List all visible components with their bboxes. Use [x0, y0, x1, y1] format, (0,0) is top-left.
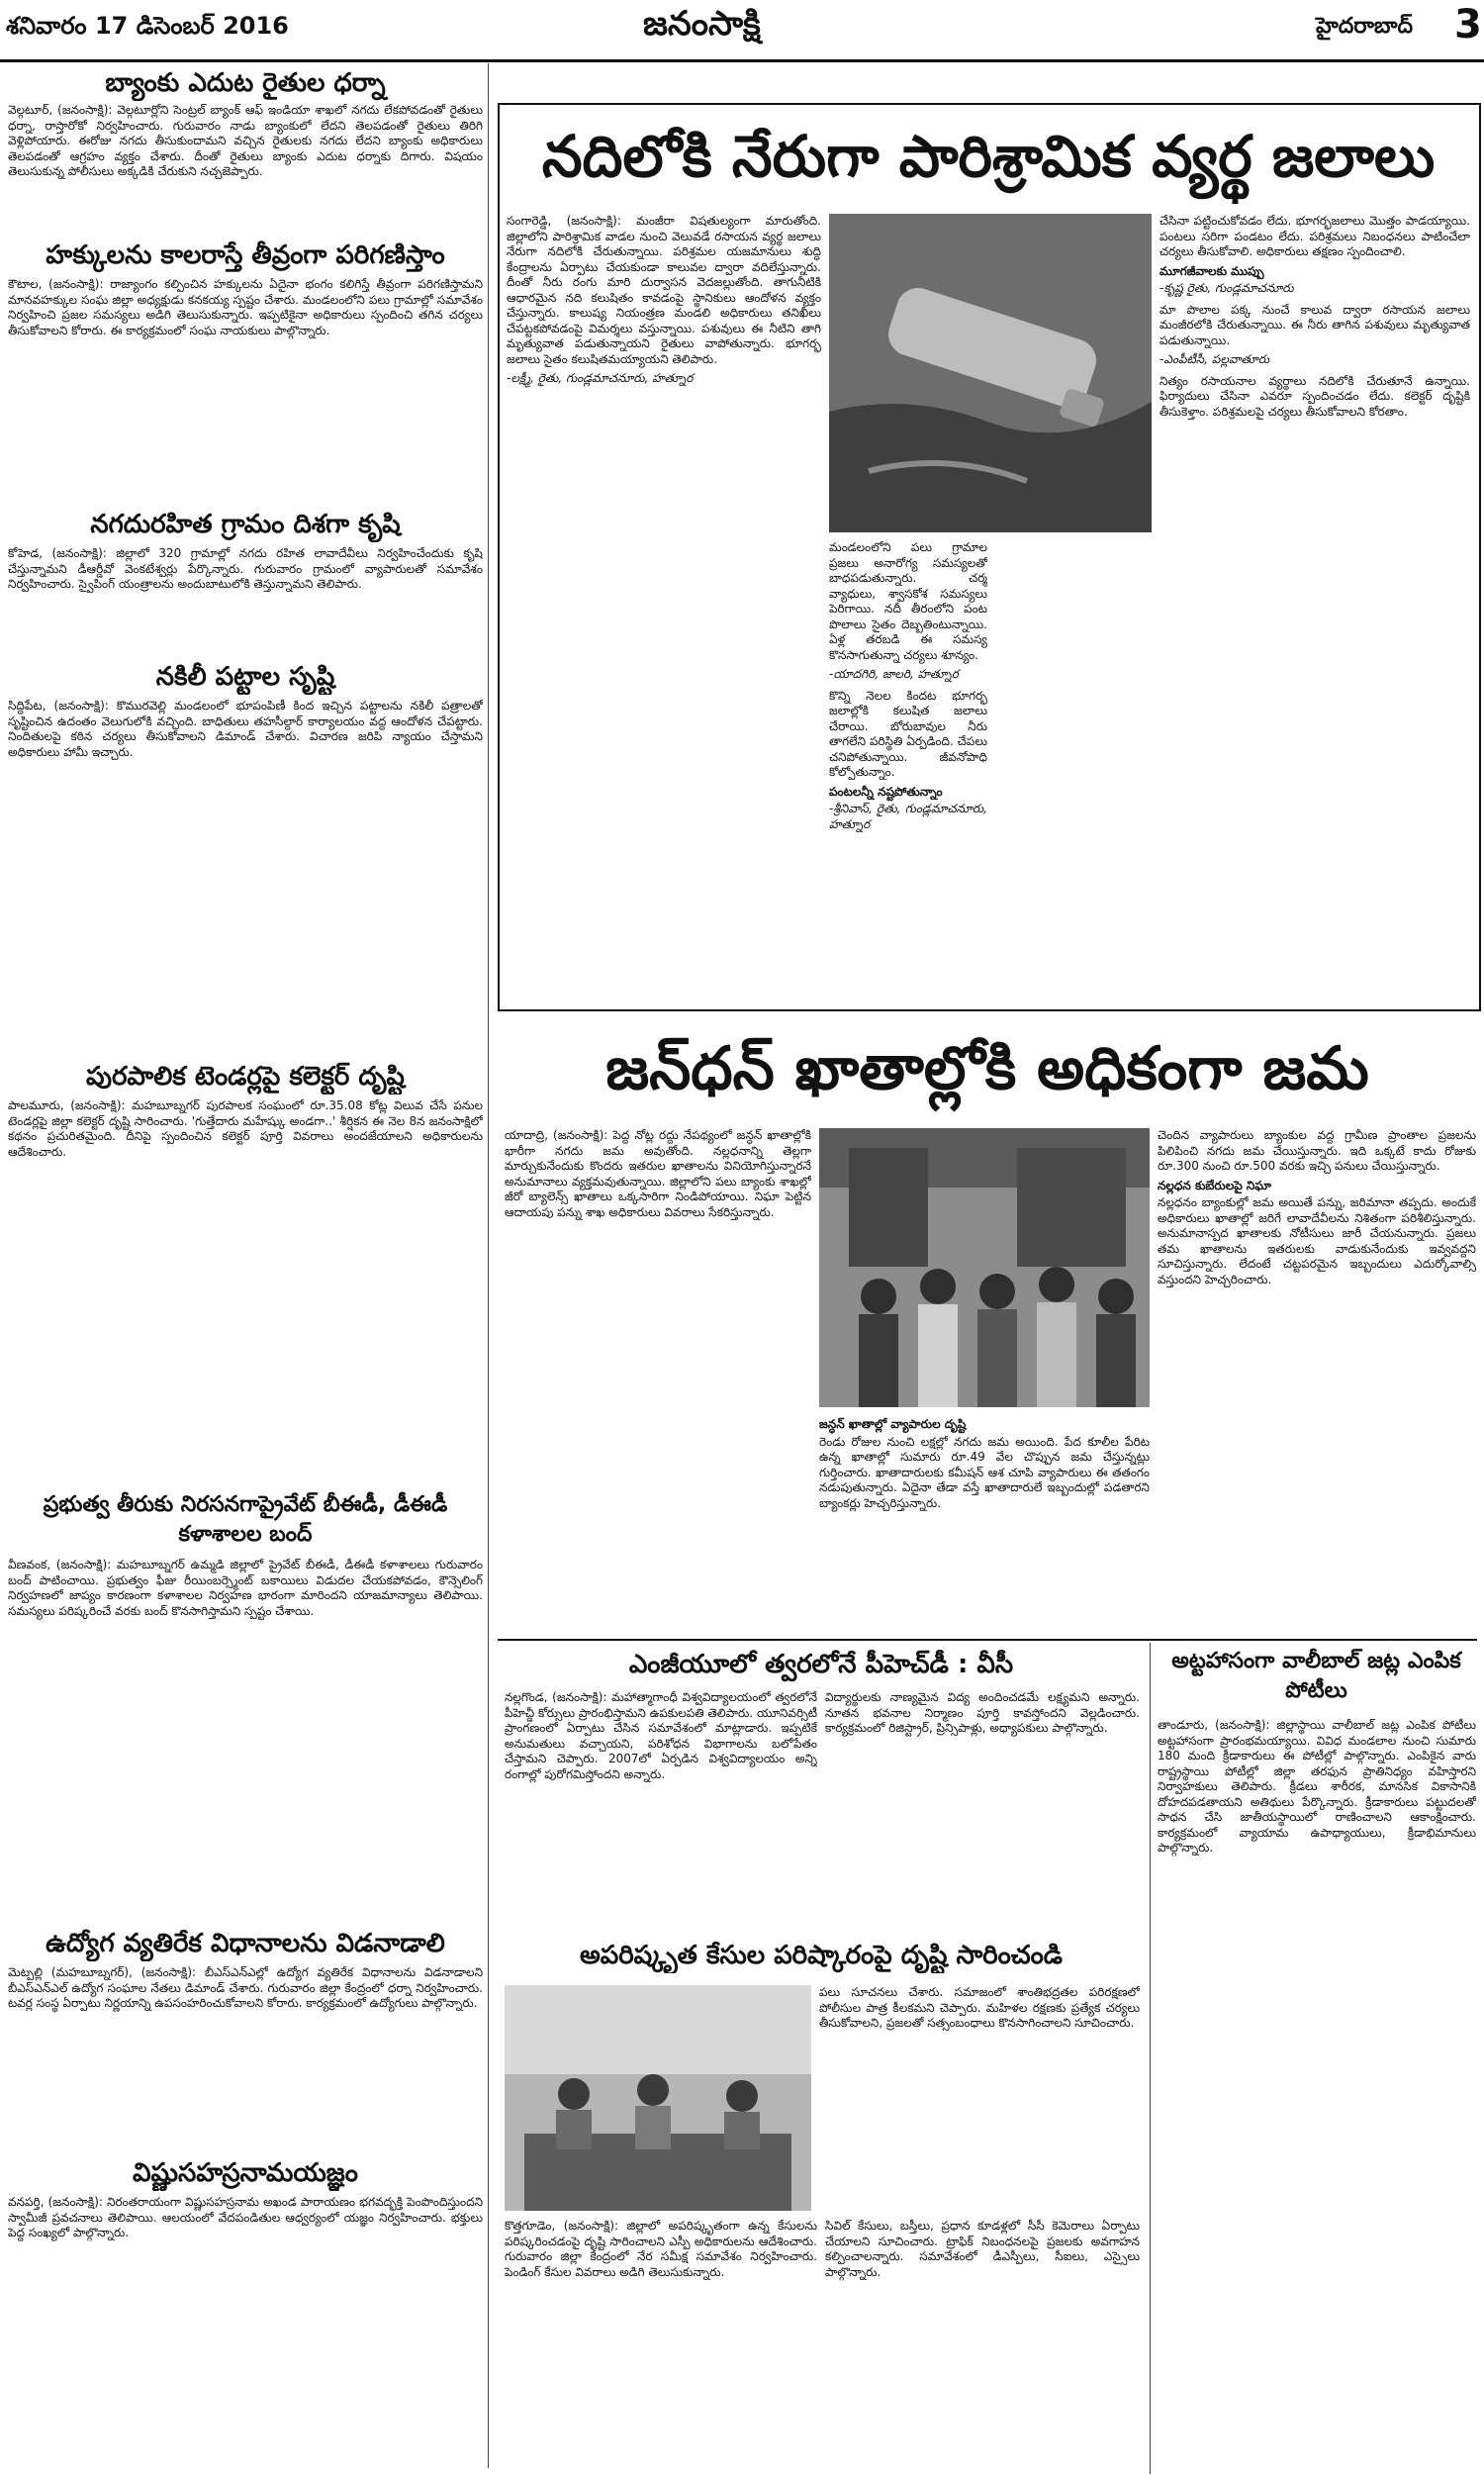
article-text: కొత్తగూడెం, (జనంసాక్షి): జిల్లాలో అపరిష్కృతంగా ఉన్న కేసులను పరిష్కరించడంపై దృష్టి సారించాలని ఎస్పీ అధికారులను ఆదేశించారు. గురువారం జిల్లా కేంద్రంలో నేర సమీక్ష సమావేశం నిర్వహించారు. పెండింగ్ కేసుల వివరాలు అడిగి తెలుసుకున్నారు.	[505, 2219, 817, 2279]
top-story-col2b	[995, 540, 1152, 1000]
page-number: 3	[1454, 2, 1482, 48]
edition-city: హైదరాబాద్	[1316, 14, 1413, 39]
article-anti-employee	[8, 1965, 483, 2151]
top-story-col1	[507, 214, 821, 1000]
top-story-col2	[829, 540, 987, 1000]
subheading: పంటలన్నీ నష్టపోతున్నాం	[829, 784, 943, 799]
police-meeting-photo	[505, 1985, 811, 2211]
article-text: వనపర్తి, (జనంసాక్షి): నిరంతరాయంగా విష్ణుసహస్రనామ అఖండ పారాయణం భగవద్భక్తి పెంపొందిస్తుందని స్వామీజీ ప్రవచనాలు తెలిపాయి. ఆలయంలో వేదపండితుల ఆధ్వర్యంలో యజ్ఞం నిర్వహించారు. భక్తులు పెద్ద సంఖ్యలో పాల్గొన్నారు.	[8, 2195, 483, 2239]
article-text: తాండూరు, (జనంసాక్షి): జిల్లాస్థాయి వాలీబాల్ జట్ల ఎంపిక పోటీలు అట్టహాసంగా ప్రారంభమయ్యాయి. వివిధ మండలాల నుంచి సుమారు 180 మంది క్రీడాకారులు ఈ పోటీల్లో పాల్గొన్నారు. ఎంపికైన వారు రాష్ట్రస్థాయి పోటీల్లో జిల్లా తరఫున ప్రాతినిధ్యం వహిస్తారని నిర్వాహకులు తెలిపారు. క్రీడలు శారీరక, మానసిక వికాసానికి దోహదపడతాయని అతిథులు పేర్కొన్నారు. క్రీడాకారులు పట్టుదలతో సాధన చేసి జాతీయస్థాయిలో రాణించాలని ఆకాంక్షించారు. కార్యక్రమంలో వ్యాయామ ఉపాధ్యాయులు, క్రీడాభిమానులు పాల్గొన్నారు.	[1158, 1718, 1476, 1855]
byline: -లక్ష్మీ, రైతు, గుండ్లమాచనూరు, హత్నూర	[507, 371, 694, 385]
byline: -ఎంపీటీసీ, పల్లవాతూరు	[1159, 352, 1270, 366]
article-text: రెండు రోజుల నుంచి లక్షల్లో నగదు జమ అయింది. పేద కూలీల పేరిట ఉన్న ఖాతాల్లో సుమారు రూ.49 వేల చొప్పున జమ చేస్తున్నట్లు గుర్తించారు. ఖాతాదారులకు కమీషన్ ఆశ చూపి వ్యాపారులు ఈ తతంగం నడుపుతున్నారు. ఏదైనా తేడా వస్తే ఖాతాదారులే ఇబ్బందుల్లో పడతారని బ్యాంకర్లు హెచ్చరిస్తున్నారు.	[819, 1434, 1150, 1510]
byline: -కృష్ణ రైతు, గుండ్లమాచనూరు	[1159, 281, 1294, 295]
article-text: వీణవంక, (జనంసాక్షి): మహబూబ్నగర్ ఉమ్మడి జిల్లాలో ప్రైవేట్ బీఈడీ, డీఈడీ కళాశాలలు గురువారం బంద్ పాటించాయి. ప్రభుత్వం ఫీజు రీయింబర్స్మెంట్ బకాయిలు విడుదల చేయకపోవడం, కౌన్సెలింగ్ నిర్వహణలో జాప్యం కారణంగా కళాశాలల నిర్వహణ భారంగా మారిందని యాజమాన్యాలు తెలిపాయి. సమస్యలు పరిష్కరించే వరకు బంద్ కొనసాగిస్తామని స్పష్టం చేశాయి.	[8, 1558, 483, 1618]
article-text: వెల్గటూర్, (జనంసాక్షి): వెల్గటూర్లోని సెంట్రల్ బ్యాంక్ ఆఫ్ ఇండియా శాఖలో నగదు లేకపోవడంతో రైతులు ధర్నా, రాస్తారోకో నిర్వహించారు. గురువారం నాడు బ్యాంకులో లేదని తెలపడంతో రైతులు తిరిగి వెళ్లిపోయారు. ఈరోజు నగదు తీసుకుందామని వచ్చిన రైతులకు నగదు లేదని బ్యాంకు అధికారులు తెలపడంతో ఆగ్రహం వ్యక్తం చేశారు. దీంతో రైతులు బ్యాంకు ఎదుట ధర్నాకు దిగారు. విషయం తెలుసుకున్న పోలీసులు అక్కడికి చేరుకుని నచ్చజెప్పారు.	[8, 103, 483, 178]
headline-volleyball: అట్టహాసంగా వాలీబాల్‌ జట్ల ఎంపిక పోటీలు	[1171, 1649, 1461, 1703]
headline-vishnu-yagnam: విష్ణుసహస్రనామయజ్ఞం	[133, 2158, 358, 2188]
headline-ngu-phd: ఎంజీయూలో త్వరలోనే పీహెచ్‌డీ : వీసీ	[628, 1650, 1014, 1679]
crowd-image	[819, 1128, 1150, 1407]
article-text: మెట్పల్లి (మహబూబ్నగర్), (జనంసాక్షి): బీఎస్ఎన్ఎల్లో ఉద్యోగ వ్యతిరేక విధానాలను విడనాడాలని బీఎస్ఎన్ఎల్ ఉద్యోగ సంఘాల నేతలు డిమాండ్ చేశారు. గురువారం జిల్లా కేంద్రంలో ధర్నా నిర్వహించారు. టవర్ల సంస్థ ఏర్పాటు నిర్ణయాన్ని ఉపసంహరించుకోవాలని కోరారు. కార్యక్రమంలో ఉద్యోగులు పాల్గొన్నారు.	[8, 1965, 483, 2010]
article-text: సిద్దిపేట, (జనంసాక్షి): కొమురవెల్లి మండలంలో భూపంపిణీ కింద ఇచ్చిన పట్టాలను నకిలీ పత్రాలతో సృష్టించిన ఉదంతం వెలుగులోకి వచ్చింది. బాధితులు తహసీల్దార్ కార్యాలయం వద్ద ఆందోళన చేపట్టారు. నిందితులపై కఠిన చర్యలు తీసుకోవాలని డిమాండ్ చేశారు. విచారణ జరిపి న్యాయం చేస్తామని అధికారులు హామీ ఇచ్చారు.	[8, 699, 483, 759]
article-text: నల్లధనం బ్యాంకుల్లో జమ అయితే పన్ను, జరిమానా తప్పదు. అందుకే అధికారులు ఖాతాల్లో జరిగే లావాదేవీలను నిశితంగా పరిశీలిస్తున్నారు. అనుమానాస్పద ఖాతాలకు నోటీసులు జారీ చేయనున్నారు. ప్రజలు తమ ఖాతాలను ఇతరులకు వాడుకునేందుకు ఇవ్వవద్దని సూచిస్తున్నారు. లేదంటే చట్టపరమైన ఇబ్బందులు ఎదుర్కోవాల్సి వస్తుందని హెచ్చరించారు.	[1158, 1195, 1476, 1286]
top-story-col3	[1159, 214, 1470, 1000]
subheading: జన్ధన్ ఖాతాల్లో వ్యాపారుల దృష్టి	[819, 1417, 967, 1431]
cases-col3	[825, 2219, 1140, 2470]
article-vishnu-yagnam	[8, 2195, 483, 2284]
article-text: కోహెడ, (జనంసాక్షి): జిల్లాలో 320 గ్రామాల్లో నగదు రహిత లావాదేవీలు నిర్వహించేందుకు కృషి చేస్తున్నామని డీఆర్డీవో వెంకటేశ్వర్లు పేర్కొన్నారు. గురువారం గ్రామంలో వ్యాపారులతో సమావేశం నిర్వహించారు. స్వైపింగ్ యంత్రాలను అందుబాటులోకి తెస్తున్నామని తెలిపారు.	[8, 546, 483, 591]
volleyball-article	[1158, 1718, 1476, 2470]
article-text: కొన్ని నెలల కిందట భూగర్భ జలాల్లోకి కలుషిత జలాలు చేరాయి. బోరుబావుల నీరు తాగలేని పరిస్థితి ఏర్పడింది. చేపలు చనిపోతున్నాయి. జీవనోపాధి కోల్పోతున్నాం.	[829, 688, 987, 779]
issue-date: శనివారం 17 డిసెంబర్ 2016	[6, 12, 289, 40]
headline-industrial-waste: నదిలోకి నేరుగా పారిశ్రామిక వ్యర్థ జలాలు	[541, 123, 1436, 190]
headline-bed-colleges-bandh: ప్రభుత్వ తీరుకు నిరసనగాప్రైవేట్ బీఈడీ, డీఈడీ కళాశాలల బంద్	[43, 1492, 448, 1547]
headline-jan-dhan: జన్‌ధన్‌ ఖాతాల్లోకి అధికంగా జమ	[605, 1034, 1369, 1103]
article-bank-dharna	[8, 103, 483, 234]
article-municipal-tenders	[8, 1098, 483, 1484]
headline-fake-pattas: నకిలీ పట్టాల సృష్టి	[155, 662, 335, 692]
headline-cashless-village: నగదురహిత గ్రామం దిశగా కృషి	[90, 510, 401, 539]
article-text: పాలమూరు, (జనంసాక్షి): మహబూబ్నగర్ పురపాలక సంఘంలో రూ.35.08 కోట్ల విలువ చేసే పనుల టెండర్లపై జిల్లా కలెక్టర్ దృష్టి సారించారు. 'గుత్తేదారు మహేష్కు అండగా..' శీర్షికన ఈ నెల 8న జనంసాక్షిలో కథనం ప్రచురితమైంది. దీనిపై స్పందించిన కలెక్టర్ పూర్తి వివరాలు అందజేయాలని అధికారులను ఆదేశించారు.	[8, 1098, 483, 1159]
byline: -యాదగిరి, జాలరి, హత్నూర	[829, 667, 959, 681]
jan-dhan-col3	[1158, 1128, 1476, 1633]
subheading: మూగజీవాలకు ముప్పు	[1159, 263, 1264, 278]
article-text: పలు సూచనలు చేశారు. సమాజంలో శాంతిభద్రతల పరిరక్షణలో పోలీసుల పాత్ర కీలకమని చెప్పారు. మహిళల రక్షణకు ప్రత్యేక చర్యలు తీసుకోవాలని, ప్రజలతో సత్సంబంధాలు కొనసాగించాలని సూచించారు.	[819, 1985, 1140, 2030]
article-text: నిత్యం రసాయనాల వ్యర్థాలు నదిలోకి చేరుతూనే ఉన్నాయి. ఫిర్యాదులు చేసినా ఎవరూ స్పందించడం లేదు. కలెక్టర్ దృష్టికి తీసుకెళ్తాం. పరిశ్రమలపై చర్యలు తీసుకోవాలని కోరతాం.	[1159, 373, 1470, 419]
headline-anti-employee: ఉద్యోగ వ్యతిరేక విధానాలను విడనాడాలి	[46, 1929, 445, 1958]
byline: -శ్రీనివాస్, రైతు, గుండ్లమాచనూరు, హత్నూర	[829, 802, 987, 831]
newspaper-logo: జనంసాక్షి	[643, 4, 761, 44]
article-text: మా పొలాల పక్క నుంచే కాలువ ద్వారా రసాయన జలాలు మంజీరలోకి చేరుతున్నాయి. ఈ నీరు తాగిన పశువులు మృత్యువాత పడుతున్నాయి.	[1159, 302, 1470, 347]
section-divider	[498, 1639, 1477, 1641]
headline-pending-cases: అపరిష్కృత కేసుల పరిష్కారంపై దృష్టి సారించండి	[579, 1941, 1064, 1970]
jan-dhan-col2	[819, 1413, 1150, 1633]
article-text: సంగారెడ్డి, (జనంసాక్షి): మంజీరా విషతుల్యంగా మారుతోంది. జిల్లాలోని పారిశ్రామిక వాడల నుంచి వెలువడే రసాయన వ్యర్థ జలాలు నేరుగా నదిలోకి చేరుతున్నాయి. పరిశ్రమల యజమానులు శుద్ధి కేంద్రాలను ఏర్పాటు చేయకుండా కాలువల ద్వారా వదిలేస్తున్నారు. దీంతో నీరు రంగు మారి దుర్వాసన వెదజల్లుతోంది. తాగునీటికి ఆధారమైన నది కలుషితం కావడంపై స్థానికులు ఆందోళన వ్యక్తం చేస్తున్నారు. కాలుష్య నియంత్రణ మండలి అధికారులు తనిఖీలు చేపట్టకపోవడంపై విమర్శలు వస్తున్నాయి. పశువులు ఈ నీటిని తాగి మృత్యువాత పడుతున్నాయని రైతులు వాపోతున్నారు. భూగర్భ జలాలు సైతం కలుషితమయ్యాయని తెలిపారు.	[507, 214, 821, 366]
jan-dhan-col1	[505, 1128, 811, 1633]
column-divider	[488, 63, 489, 2468]
article-text: నల్లగొండ, (జనంసాక్షి): మహాత్మాగాంధీ విశ్వవిద్యాలయంలో త్వరలోనే పీహెచ్డీ కోర్సులు ప్రారంభిస్తామని ఉపకులపతి తెలిపారు. యూనివర్సిటీ ప్రాంగణంలో ఏర్పాటు చేసిన సమావేశంలో మాట్లాడారు. ఇప్పటికే అనుమతులు వచ్చాయని, పరిశోధన విభాగాలను బలోపేతం చేస్తామని చెప్పారు. 2007లో ఏర్పడిన విశ్వవిద్యాలయం అన్ని రంగాల్లో పురోగమిస్తోందని అన్నారు.	[505, 1690, 817, 1781]
column-divider	[1150, 1643, 1151, 2474]
river-pollution-photo	[829, 214, 1152, 532]
article-text: విద్యార్థులకు నాణ్యమైన విద్య అందించడమే లక్ష్యమని అన్నారు. నూతన భవనాల నిర్మాణం పూర్తి కావస్తోందని వెల్లడించారు. కార్యక్రమంలో రిజిస్ట్రార్, ప్రిన్సిపాళ్లు, అధ్యాపకులు పాల్గొన్నారు.	[825, 1690, 1140, 1735]
headline-municipal-tenders: పురపాలిక టెండర్లపై కలెక్టర్ దృష్టి	[86, 1062, 405, 1092]
article-bed-colleges-bandh	[8, 1558, 483, 1922]
article-fake-pattas	[8, 699, 483, 1055]
headline-rights: హక్కులను కాలరాస్తే తీవ్రంగా పరిగణిస్తాం	[46, 240, 445, 270]
cases-col2	[505, 2219, 817, 2470]
article-text: చేసినా పట్టించుకోవడం లేదు. భూగర్భజలాలు మొత్తం పాడయ్యాయి. పంటలు సరిగా పండటం లేదు. పరిశ్రమలు నిబంధనలు పాటించేలా చర్యలు తీసుకోవాలి. అధికారులు తక్షణం స్పందించాలి.	[1159, 214, 1470, 258]
article-rights	[8, 277, 483, 505]
article-cashless-village	[8, 546, 483, 657]
subheading: నల్లధన కుబేరులపై నిఘా	[1158, 1178, 1271, 1192]
bank-queue-photo	[819, 1128, 1150, 1407]
ngu-col2	[825, 1690, 1140, 1933]
meeting-image	[505, 1985, 811, 2211]
bottle-water-image	[829, 214, 1152, 532]
article-text: యాదాద్రి, (జనంసాక్షి): పెద్ద నోట్ల రద్దు నేపథ్యంలో జన్ధన్ ఖాతాల్లోకి భారీగా నగదు జమ అవుతోంది. నల్లధనాన్ని తెల్లగా మార్చుకునేందుకు కొందరు ఇతరుల ఖాతాలను వినియోగిస్తున్నారనే అనుమానాలు వ్యక్తమవుతున్నాయి. జిల్లాలోని పలు బ్యాంకు శాఖల్లో జీరో బ్యాలెన్స్ ఖాతాలు ఒక్కసారిగా నిండిపోయాయి. నిఘా పెట్టిన ఆదాయపు పన్ను శాఖ అధికారులు వివరాలు సేకరిస్తున్నారు.	[505, 1128, 811, 1219]
headline-bank-dharna: బ్యాంకు ఎదుట రైతుల ధర్నా	[105, 68, 386, 98]
article-text: మండలంలోని పలు గ్రామాల ప్రజలు అనారోగ్య సమస్యలతో బాధపడుతున్నారు. చర్మ వ్యాధులు, శ్వాసకోశ సమస్యలు పెరిగాయి. నదీ తీరంలోని పంట పొలాలు సైతం దెబ్బతింటున్నాయి. ఏళ్ల తరబడి ఈ సమస్య కొనసాగుతున్నా చర్యలు శూన్యం.	[829, 540, 987, 662]
cases-col1	[819, 1985, 1140, 2211]
article-text: చెందిన వ్యాపారులు బ్యాంకుల వద్ద గ్రామీణ ప్రాంతాల ప్రజలను పిలిపించి నగదు జమ చేయిస్తున్నారు. ఇది ఒక్కటే కాదు రోజుకు రూ.300 నుంచి రూ.500 వరకు ఇచ్చి పనులు చేయిస్తున్నారు.	[1158, 1128, 1476, 1173]
article-text: కౌటాల, (జనంసాక్షి): రాజ్యాంగం కల్పించిన హక్కులను ఏదైనా భంగం కలిగిస్తే తీవ్రంగా పరిగణిస్తామని మానవహక్కుల సంఘ జిల్లా అధ్యక్షుడు కనకయ్య స్పష్టం చేశారు. మండలంలోని పలు గ్రామాల్లో సమావేశం నిర్వహించి ప్రజల సమస్యలు అడిగి తెలుసుకున్నారు. ఇప్పటికైనా అధికారులు స్పందించి తగిన చర్యలు తీసుకోవాలని కోరారు. ఈ కార్యక్రమంలో సంఘ నాయకులు పాల్గొన్నారు.	[8, 277, 483, 337]
article-text: సివిల్ కేసులు, బస్తీలు, ప్రధాన కూడళ్లలో సీసీ కెమెరాలు ఏర్పాటు చేయాలని సూచించారు. ట్రాఫిక్ నిబంధనలపై ప్రజలకు అవగాహన కల్పించాలన్నారు. సమావేశంలో డీఎస్పీలు, సీఐలు, ఎస్సైలు పాల్గొన్నారు.	[825, 2219, 1140, 2279]
ngu-col1	[505, 1690, 817, 1933]
